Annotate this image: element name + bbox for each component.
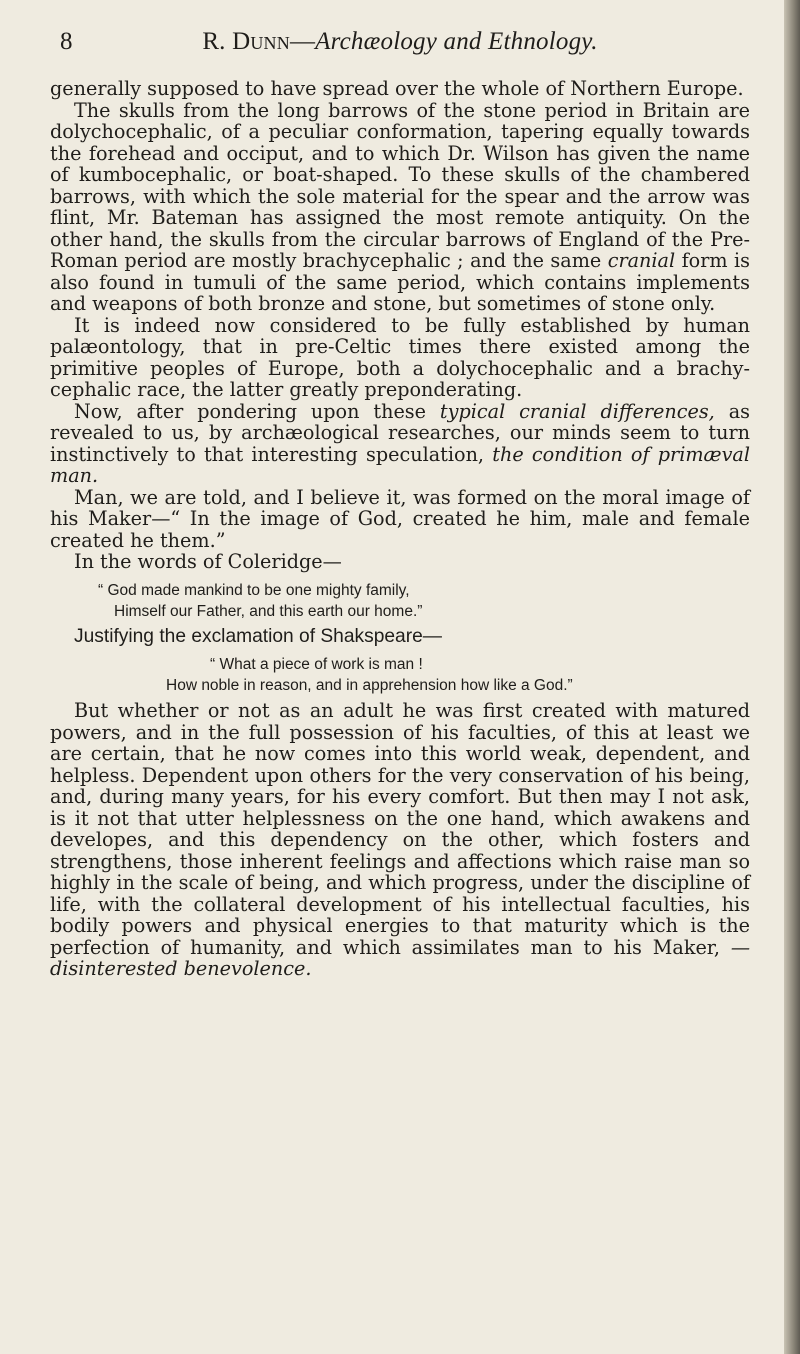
paragraph-final [50,700,750,980]
quote-line: How noble in reason, and in apprehension how like a God.” [166,677,573,694]
paragraph-text: In the words of Coleridge— [74,550,342,573]
paragraph-continuation [50,78,750,100]
paragraph-text: form is also found in tumuli of the same period, which contains implements and weapons of both bronze and stone, but sometimes of stone only. [50,249,750,315]
header-separator: — [289,28,316,55]
paragraph-maker [50,487,750,552]
coleridge-quote [50,580,750,622]
header-author: R. Dunn [202,28,290,55]
paragraph-pondering [50,401,750,487]
header-title: Archæology and Ethnology. [315,28,598,55]
quote-line: “ What a piece of work is man ! [210,656,423,673]
paragraph-text: Now, after pondering upon these [74,399,440,423]
book-page [50,28,750,980]
body-text [50,78,750,980]
paragraph-skulls [50,100,750,315]
emphasis: cranial [607,249,676,272]
paragraph-palaeontology [50,315,750,401]
emphasis: the condition of primæval man. [50,442,750,487]
page-number: 8 [60,28,73,55]
quote-line: Himself our Father, and this earth our home.” [114,602,423,620]
paragraph-text: as revealed to us, by archæological researches, our minds seem to turn instinctively to that interesting speculation, [50,399,750,466]
paragraph-text: generally supposed to have spread over the whole of Northern Europe. [50,77,744,100]
running-header [50,28,750,56]
quote-line: “ God made mankind to be one mighty family, [98,581,410,599]
paragraph-coleridge-intro [50,551,750,573]
emphasis: —disinterested benevolence. [50,935,750,980]
paragraph-text: But whether or not as an adult he was first created with matured powers, and in the full possession of his faculties, of this at least we are certain, that he now comes into this world weak, dependent, and helpless. Dependent upon others for the very conservation of his being, and, during many years, for his every comfort. But then may I not ask, is it not that utter helplessness on the one hand, which awakens and developes, and this dependency on the other, which fosters and strengthens, those inherent feelings and affections which raise man so highly in the scale of being, and which progress, under the discipline of life, with the collateral development of his intellectual faculties, his bodily powers and physical energies to that maturity which is the perfection of humanity, and which assimilates man to his Maker, [50,699,750,959]
page-edge-shadow [784,0,800,1354]
paragraph-text: It is indeed now considered to be fully established by human palæontology, that in pre-Celtic times there existed among the primitive peoples of Europe, both a dolychocephalic and a brachycephalic race, the latter greatly preponderating. [50,313,750,401]
emphasis: typical cranial differences, [439,399,715,423]
paragraph-text: Man, we are told, and I believe it, was formed on the moral image of his Maker—“ In the image of God, created he him, male and female created he them.” [50,485,750,552]
shakspeare-quote [50,654,750,696]
paragraph-text: The skulls from the long barrows of the stone period in Britain are dolychocephalic, of a peculiar conformation, tapering equally towards the forehead and occiput, and to which Dr. Wilson has given the name of kumbocephalic, or boat-shaped. To these skulls of the chambered barrows, with which the sole material for the spear and the arrow was flint, Mr. Bateman has assigned the most remote antiquity. On the other hand, the skulls from the circular barrows of England of the Pre-Roman period are mostly brachycephalic ; and the same [50,98,750,272]
shakspeare-intro: Justifying the exclamation of Shakspeare— [74,625,442,647]
